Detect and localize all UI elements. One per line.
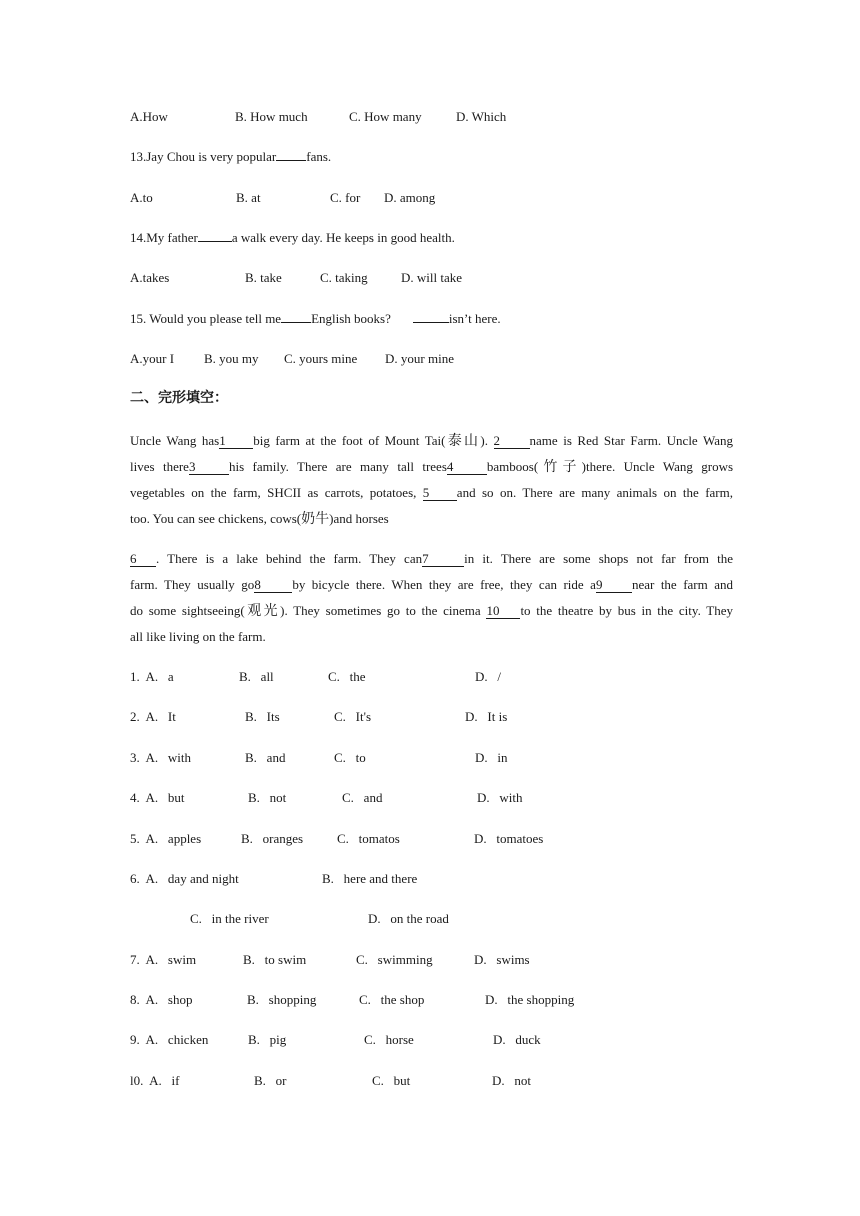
option: 2. A. It (130, 709, 176, 724)
option: A.to (130, 190, 153, 205)
paragraph-line: all like living on the farm. (130, 629, 266, 644)
answer-row-4 (130, 790, 750, 806)
option: D. / (475, 669, 501, 684)
question-text: isn’t here. (448, 311, 501, 326)
question-text: 14.My father (130, 230, 198, 245)
answer-row-10 (130, 1073, 750, 1089)
section-heading: 二、完形填空： (130, 391, 228, 406)
answer-row-8 (130, 992, 750, 1008)
option: D. duck (493, 1032, 541, 1047)
option: A.takes (130, 270, 170, 285)
option: C. the (328, 669, 366, 684)
option: A.your I (130, 351, 175, 366)
option: B. to swim (243, 952, 307, 967)
option: 3. A. with (130, 750, 192, 765)
option: D. among (384, 190, 436, 205)
option: D. tomatoes (474, 831, 544, 846)
blank-9[interactable]: 9 (596, 578, 632, 593)
blank-5[interactable]: 5 (423, 486, 457, 501)
blank-7[interactable]: 7 (422, 552, 464, 567)
answer-row-3 (130, 750, 750, 766)
option: C. taking (320, 270, 368, 285)
option: 1. A. a (130, 669, 174, 684)
q15-options (130, 351, 750, 367)
option: B. all (239, 669, 274, 684)
option: l0. A. if (130, 1073, 180, 1088)
option: A.How (130, 109, 168, 124)
question-text: 13.Jay Chou is very popular (130, 149, 277, 164)
answer-blank[interactable] (198, 241, 232, 242)
blank-8[interactable]: 8 (254, 578, 292, 593)
paragraph-line: 6 . There is a lake behind the farm. They can7 in it. There are some shops not far from the (130, 551, 733, 566)
option: C. How many (349, 109, 422, 124)
option: D. the shopping (485, 992, 575, 1007)
option: 4. A. but (130, 790, 185, 805)
option: 8. A. shop (130, 992, 193, 1007)
option: B. you my (204, 351, 259, 366)
blank-6[interactable]: 6 (130, 552, 156, 567)
option: B. here and there (322, 871, 418, 886)
option: C. It's (334, 709, 372, 724)
cloze-paragraph-2 (130, 546, 733, 650)
blank-2[interactable]: 2 (494, 434, 530, 449)
option: D. Which (456, 109, 507, 124)
answer-row-6 (130, 871, 750, 887)
paragraph-line: vegetables on the farm, SHCII as carrots, potatoes, 5 and so on. There are many animals on the farm, (130, 485, 733, 500)
question-text: 15. Would you please tell me (130, 311, 282, 326)
option: B. at (236, 190, 261, 205)
option: C. the shop (359, 992, 425, 1007)
option: D. with (477, 790, 523, 805)
option: D. your mine (385, 351, 454, 366)
option: C. to (334, 750, 366, 765)
cloze-paragraph-1 (130, 428, 733, 532)
question-text: fans. (306, 149, 332, 164)
paragraph-line: lives there3 his family. There are many tall trees4 bamboos(竹子)there. Uncle Wang grows (130, 459, 734, 475)
option: D. on the road (368, 911, 449, 926)
option: D. not (492, 1073, 531, 1088)
paragraph-line: Uncle Wang has1 big farm at the foot of Mount Tai(泰山). 2 name is Red Star Farm. Uncle Wang (130, 433, 734, 449)
option: 6. A. day and night (130, 871, 239, 886)
q14-options (130, 270, 750, 286)
answer-blank[interactable] (276, 160, 306, 161)
paragraph-line: do some sightseeing(观光). They sometimes go to the cinema 10 to the theatre by bus in the city. They (130, 603, 734, 619)
option: C. for (330, 190, 361, 205)
question-text: English books? (311, 311, 391, 326)
answer-row-2 (130, 709, 750, 725)
question-14 (130, 230, 455, 246)
option: 9. A. chicken (130, 1032, 209, 1047)
answer-row-9 (130, 1032, 750, 1048)
answer-blank[interactable] (413, 322, 449, 323)
question-15 (130, 311, 501, 327)
option: C. in the river (190, 911, 269, 926)
option: C. but (372, 1073, 411, 1088)
option: D. It is (465, 709, 508, 724)
question-13 (130, 149, 331, 165)
option: B. oranges (241, 831, 304, 846)
option: C. and (342, 790, 383, 805)
option: D. swims (474, 952, 530, 967)
option: C. swimming (356, 952, 433, 967)
question-text: a walk every day. He keeps in good health. (231, 230, 455, 245)
option: B. not (248, 790, 287, 805)
answer-row-7 (130, 952, 750, 968)
option: 7. A. swim (130, 952, 197, 967)
blank-3[interactable]: 3 (189, 460, 229, 475)
answer-row-5 (130, 831, 750, 847)
paragraph-line: too. You can see chickens, cows(奶牛)and horses (130, 511, 389, 527)
paragraph-line: farm. They usually go8 by bicycle there. When they are free, they can ride a9 near the farm and (130, 577, 734, 592)
option: B. shopping (247, 992, 317, 1007)
option: B. and (245, 750, 286, 765)
option: B. Its (245, 709, 280, 724)
option: C. yours mine (284, 351, 358, 366)
q12-options (130, 109, 750, 125)
answer-row-6b (130, 911, 750, 927)
option: B. or (254, 1073, 287, 1088)
option: D. in (475, 750, 508, 765)
option: B. pig (248, 1032, 287, 1047)
answer-row-1 (130, 669, 750, 685)
answer-blank[interactable] (281, 322, 311, 323)
blank-4[interactable]: 4 (447, 460, 487, 475)
option: C. tomatos (337, 831, 400, 846)
q13-options (130, 190, 750, 206)
option: B. take (245, 270, 282, 285)
option: D. will take (401, 270, 463, 285)
blank-10[interactable]: 10 (486, 604, 520, 619)
option: C. horse (364, 1032, 414, 1047)
blank-1[interactable]: 1 (219, 434, 253, 449)
option: 5. A. apples (130, 831, 202, 846)
option: B. How much (235, 109, 308, 124)
